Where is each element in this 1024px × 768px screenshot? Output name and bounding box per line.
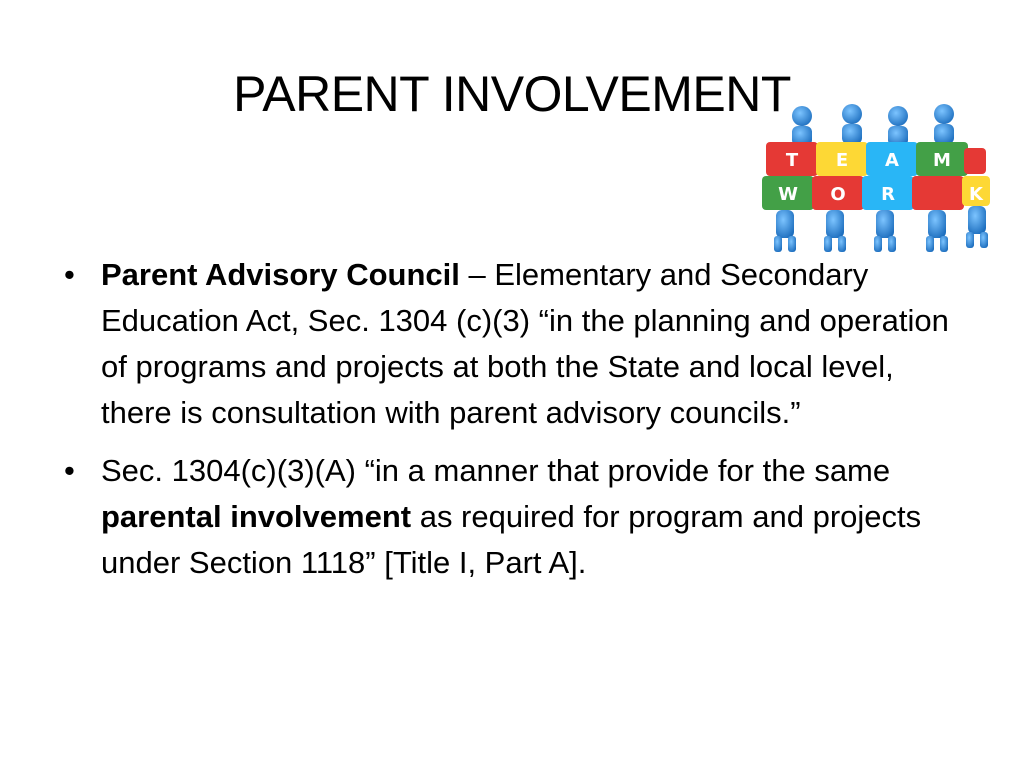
bullet-text-before: Sec. 1304(c)(3)(A) “in a manner that provide for the same — [101, 453, 891, 488]
slide-title: PARENT INVOLVEMENT — [233, 66, 791, 122]
svg-text:T: T — [785, 150, 799, 171]
bullet-bold-lead: Parent Advisory Council — [101, 257, 460, 292]
svg-text:R: R — [881, 184, 895, 205]
bullet-marker: • — [64, 257, 75, 292]
svg-text:M: M — [933, 150, 951, 171]
svg-text:K: K — [969, 184, 983, 205]
bullet-bold-mid: parental involvement — [101, 499, 412, 534]
bullet-item — [64, 448, 964, 586]
bullet-text-after: as required for program and projects under Section 1118” [Title I, Part A]. — [101, 499, 922, 580]
svg-text:W: W — [778, 184, 798, 205]
teamwork-puzzle-icon — [752, 100, 998, 260]
svg-text:A: A — [885, 150, 899, 171]
svg-text:E: E — [835, 150, 849, 171]
bullet-list — [64, 252, 964, 598]
bullet-marker: • — [64, 453, 75, 488]
bullet-text: – Elementary and Secondary Education Act, Sec. 1304 (c)(3) “in the planning and operation of programs and projects at both the State and local level, there is consultation with parent advisory councils.” — [101, 257, 949, 430]
bullet-item — [64, 252, 964, 436]
svg-text:O: O — [830, 184, 846, 205]
